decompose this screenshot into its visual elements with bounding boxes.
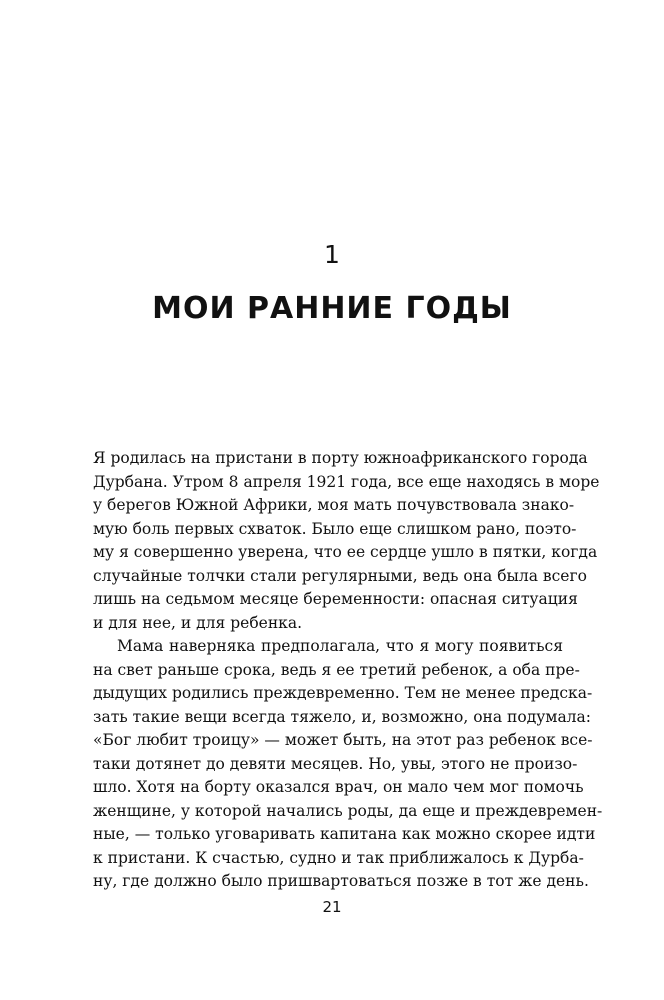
text-line: му я совершенно уверена, что ее сердце ушло в пятки, когда — [93, 543, 598, 561]
text-line: лишь на седьмом месяце беременности: опасная ситуация — [93, 590, 578, 608]
text-line: у берегов Южной Африки, моя мать почувствовала знако- — [93, 496, 575, 514]
text-line: случайные толчки стали регулярными, ведь она была всего — [93, 566, 587, 585]
text-line: Дурбана. Утром 8 апреля 1921 года, все еще находясь в море — [93, 472, 600, 491]
text-line: «Бог любит троицу» — может быть, на этот раз ребенок все- — [93, 731, 593, 749]
paragraph-1 — [93, 447, 600, 635]
text-line: женщине, у которой начались роды, да еще и преждевремен- — [93, 801, 603, 820]
text-line: ные, — только уговаривать капитана как можно скорее идти — [93, 825, 596, 843]
body-text — [93, 447, 603, 894]
text-line: Мама наверняка предполагала, что я могу появиться — [117, 637, 563, 655]
text-line: зать такие вещи всегда тяжело, и, возможно, она подумала: — [93, 707, 591, 726]
chapter-number: 1 — [324, 240, 340, 269]
text-line: мую боль первых схваток. Было еще слишком рано, поэто- — [93, 519, 577, 538]
paragraph-2 — [93, 635, 603, 894]
text-line: ну, где должно было пришвартоваться позже в тот же день. — [93, 872, 589, 890]
text-line: и для нее, и для ребенка. — [93, 613, 303, 632]
text-line: к пристани. К счастью, судно и так приближалось к Дурба- — [93, 848, 584, 867]
text-line: Я родилась на пристани в порту южноафриканского города — [93, 449, 588, 467]
text-line: на свет раньше срока, ведь я ее третий ребенок, а оба пре- — [93, 660, 580, 679]
text-line: шло. Хотя на борту оказался врач, он мало чем мог помочь — [93, 778, 584, 796]
chapter-title: МОИ РАННИЕ ГОДЫ — [152, 291, 512, 326]
text-line: таки дотянет до девяти месяцев. Но, увы, этого не произо- — [93, 754, 578, 773]
text-line: дыдущих родились преждевременно. Тем не менее предска- — [93, 684, 593, 702]
page-number: 21 — [322, 898, 342, 916]
